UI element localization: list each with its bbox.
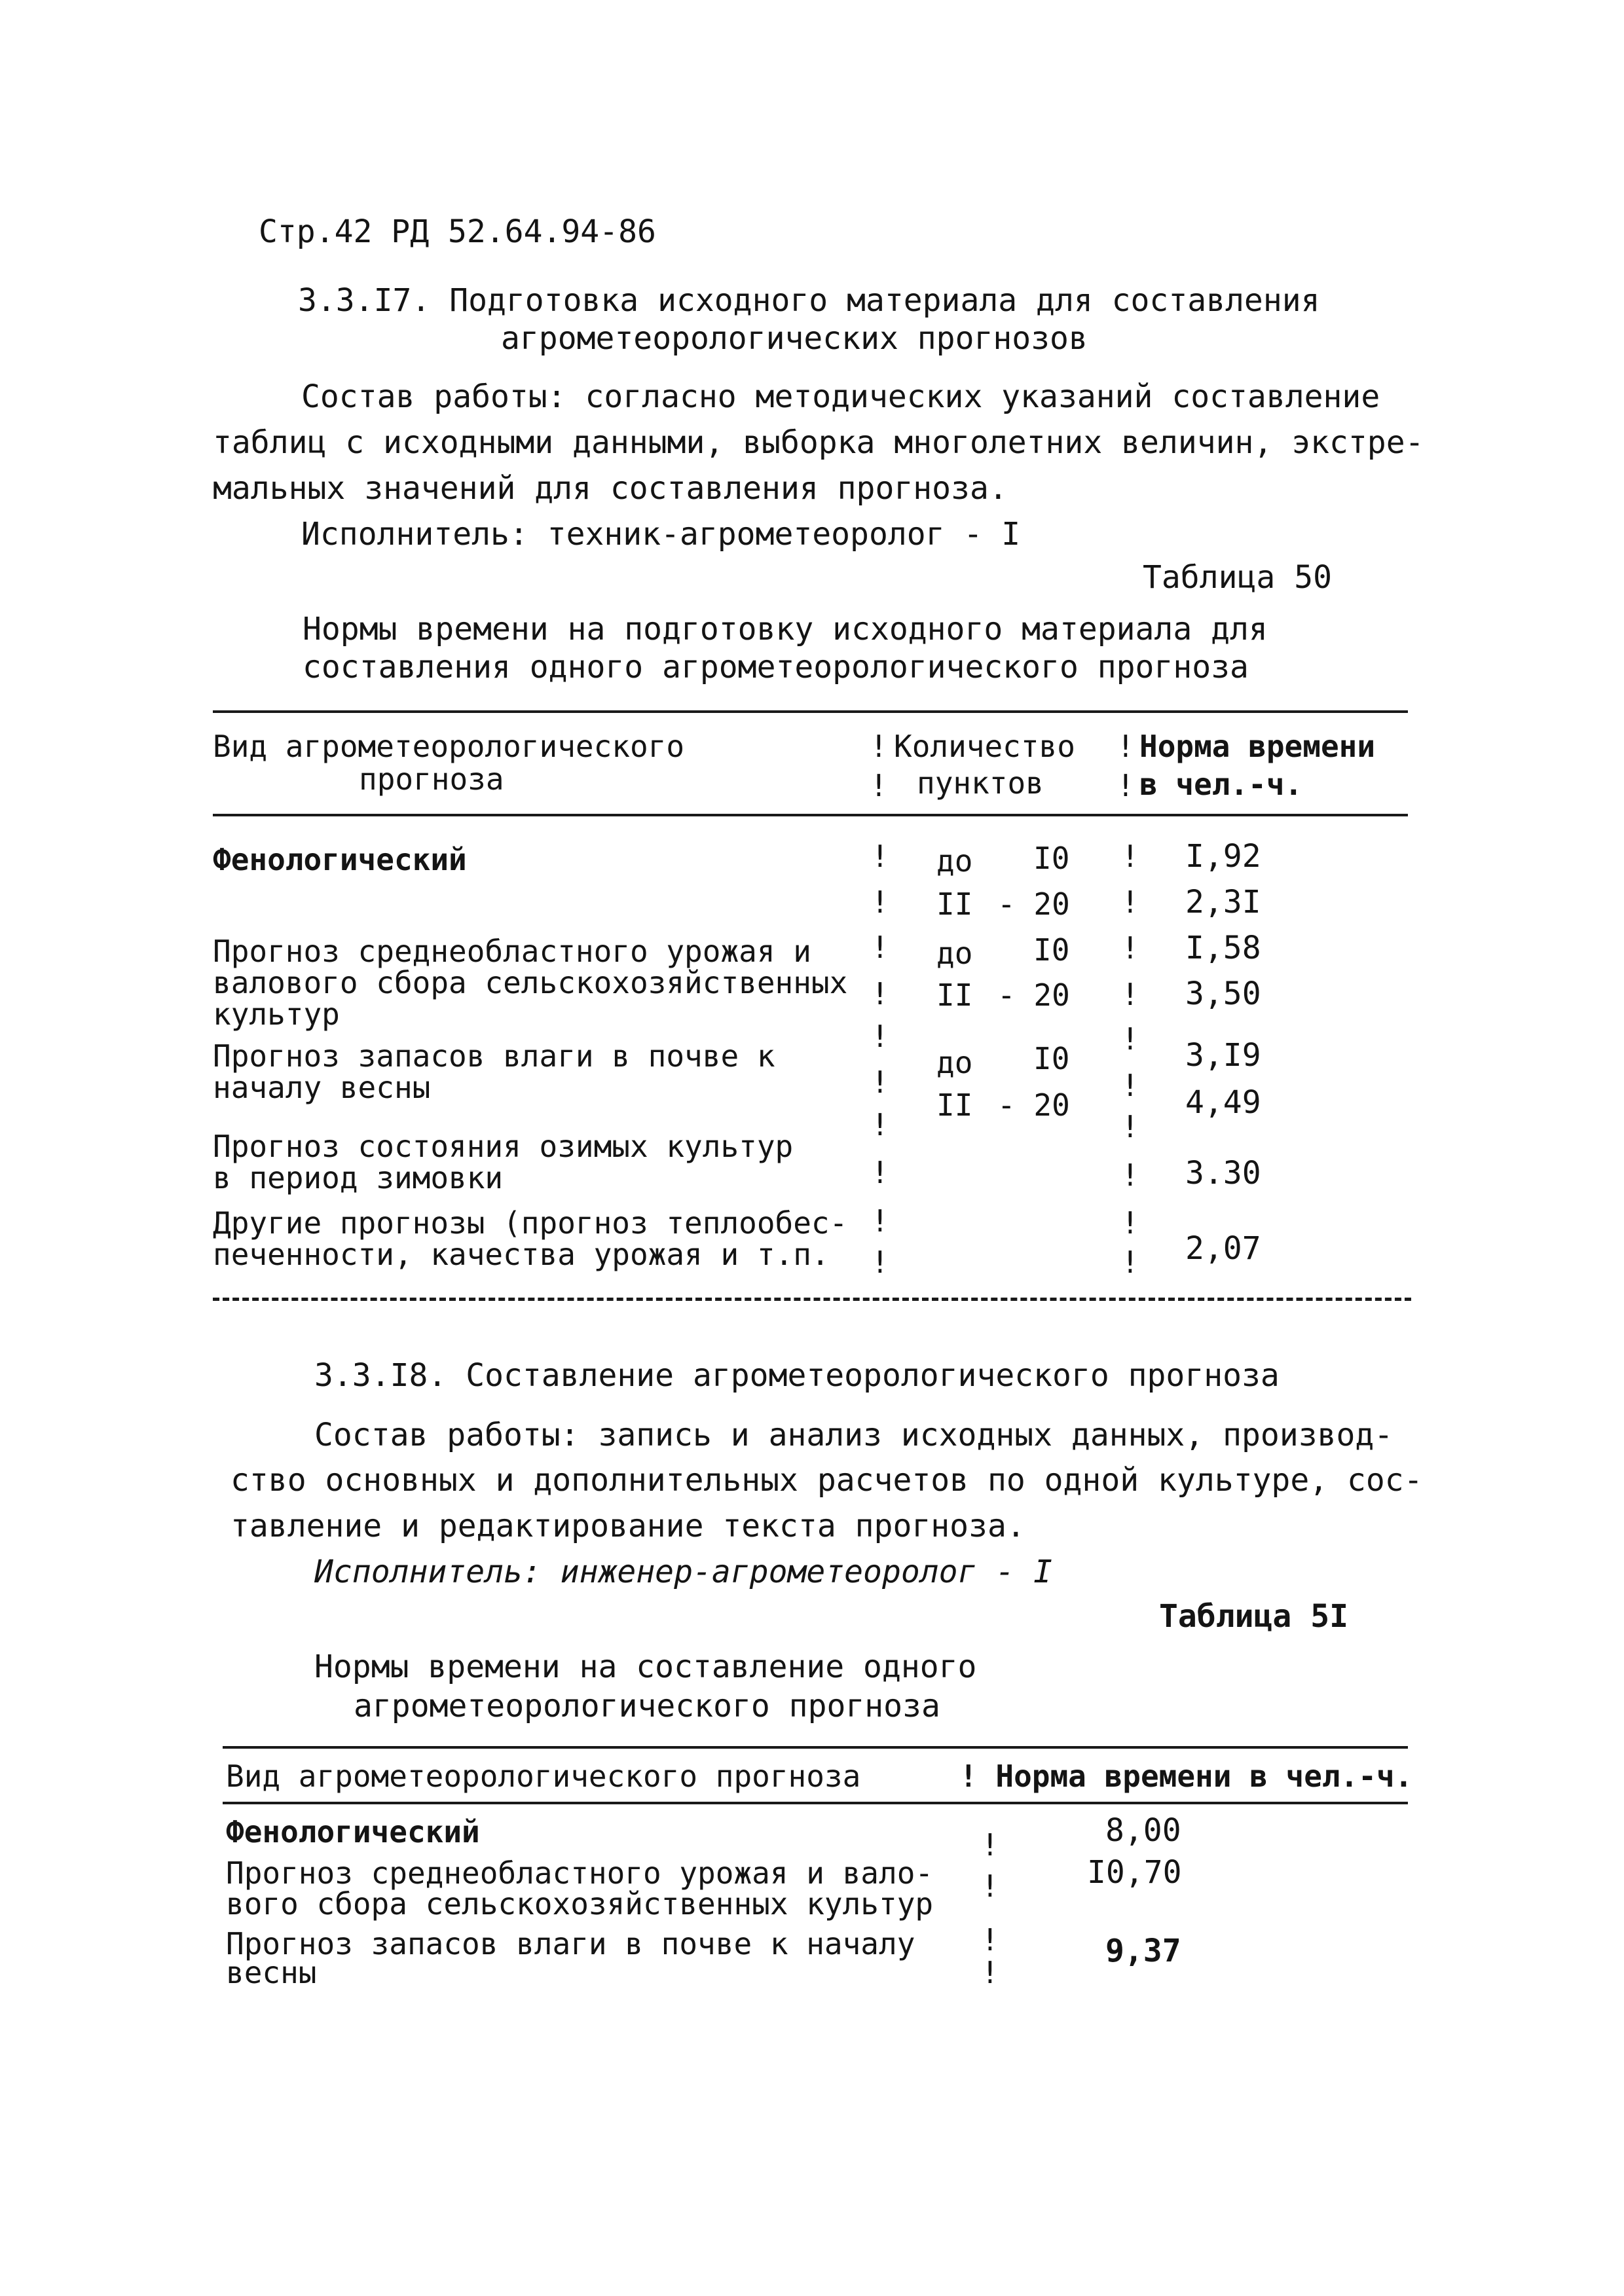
quantity-value: II [936,886,973,922]
column-header: пунктов [917,765,1044,801]
row-label: Фенологический [213,842,467,877]
column-header: Количество [894,729,1075,764]
row-label: валового сбора сельскохозяйственных [213,965,848,1000]
row-label: Прогноз запасов влаги в почве к [213,1038,775,1074]
norm-value: 4,49 [1185,1084,1261,1121]
column-separator: ! [981,1955,999,1990]
norm-value: 8,00 [1105,1812,1181,1849]
row-label: культур [213,996,340,1032]
row-label: вого сбора сельскохозяйственных культур [226,1886,934,1922]
column-separator: ! [871,839,889,874]
row-label: в период зимовки [213,1160,504,1195]
row-label: Фенологический [226,1814,480,1850]
norm-value: 2,07 [1185,1230,1261,1267]
row-label: печенности, качества урожая и т.п. [213,1237,830,1272]
column-separator: ! [871,1019,889,1054]
column-separator: ! [1121,1245,1139,1280]
column-separator: ! [1121,1157,1139,1193]
quantity-value: - 20 [997,1087,1070,1123]
page-header: Стр.42 РД 52.64.94-86 [259,213,656,250]
column-separator: ! [871,1107,889,1142]
column-separator: ! [981,1868,999,1904]
column-separator: ! [871,884,889,920]
norm-value: I,92 [1185,838,1261,875]
column-separator: ! [871,1203,889,1239]
quantity-value: II [936,1087,973,1123]
table-label: Таблица 50 [1143,559,1332,596]
table-caption: Нормы времени на составление одного [314,1649,977,1685]
quantity-prefix: до [936,936,973,971]
executor-line: Исполнитель: техник-агрометеоролог - I [301,516,1021,553]
quantity-value: I0 [1033,932,1070,968]
norm-value: I0,70 [1087,1854,1182,1891]
table-caption: агрометеорологического прогноза [354,1688,940,1724]
work-description: Состав работы: запись и анализ исходных данных, производ- [314,1417,1393,1453]
quantity-value: I0 [1033,1041,1070,1076]
column-separator: ! [1116,729,1135,764]
column-separator: ! [1121,884,1139,920]
row-label: Другие прогнозы (прогноз теплообес- [213,1205,848,1241]
column-separator: ! [1121,1205,1139,1241]
row-label: началу весны [213,1070,431,1105]
column-separator: ! [871,1245,889,1280]
table-rule [213,710,1408,713]
column-separator: ! [1116,768,1135,803]
column-separator: ! [870,729,888,764]
table-label: Таблица 5I [1159,1598,1348,1635]
column-separator: ! [1121,1021,1139,1057]
column-separator: ! [870,768,888,803]
norm-value: 3,I9 [1185,1037,1261,1074]
work-description: Состав работы: согласно методических указаний составление [301,378,1380,415]
table-caption: составления одного агрометеорологического прогноза [303,649,1249,685]
work-description: тавление и редактирование текста прогноза. [231,1508,1025,1544]
column-separator: ! [871,1065,889,1100]
column-separator: ! [981,1827,999,1863]
column-header: Норма времени [1139,729,1376,764]
column-header: ! Норма времени в чел.-ч. [959,1758,1413,1794]
column-separator: ! [981,1922,999,1958]
row-label: весны [226,1955,317,1990]
column-separator: ! [871,976,889,1011]
column-header: Вид агрометеорологического прогноза [226,1758,861,1794]
column-separator: ! [1121,977,1139,1012]
row-label: Прогноз среднеобластного урожая и вало- [226,1855,934,1891]
row-label: Прогноз состояния озимых культур [213,1129,794,1164]
section-title-cont: агрометеорологических прогнозов [501,320,1088,357]
column-header: в чел.-ч. [1139,767,1303,802]
work-description: ство основных и дополнительных расчетов по одной культуре, сос- [231,1462,1423,1499]
column-separator: ! [1121,1109,1139,1144]
norm-value: I,58 [1185,930,1261,966]
column-header: прогноза [359,761,504,797]
column-header: Вид агрометеорологического [213,729,685,764]
table-caption: Нормы времени на подготовку исходного материала для [303,611,1268,647]
column-separator: ! [871,1155,889,1190]
quantity-value: I0 [1033,841,1070,876]
row-label: Прогноз среднеобластного урожая и [213,934,811,969]
quantity-value: II [936,977,973,1013]
table-rule [213,814,1408,816]
column-separator: ! [1121,1068,1139,1103]
work-description: таблиц с исходными данными, выборка многолетних величин, экстре- [213,424,1424,461]
quantity-value: - 20 [997,977,1070,1013]
executor-line: Исполнитель: инженер-агрометеоролог - I [314,1554,1053,1590]
column-separator: ! [871,930,889,965]
quantity-value: - 20 [997,886,1070,922]
table-rule [223,1746,1408,1749]
column-separator: ! [1121,839,1139,874]
quantity-prefix: до [936,843,973,879]
table-end-rule [213,1298,1411,1301]
row-label: Прогноз запасов влаги в почве к началу [226,1926,915,1961]
section-title: 3.3.I7. Подготовка исходного материала для составления [298,282,1320,319]
norm-value: 2,3I [1185,884,1261,920]
norm-value: 9,37 [1105,1933,1181,1969]
section-title: 3.3.I8. Составление агрометеорологического прогноза [314,1357,1280,1394]
table-rule [223,1802,1408,1804]
norm-value: 3.30 [1185,1155,1261,1192]
norm-value: 3,50 [1185,975,1261,1012]
work-description: мальных значений для составления прогноза. [213,470,1008,507]
column-separator: ! [1121,930,1139,966]
quantity-prefix: до [936,1045,973,1080]
